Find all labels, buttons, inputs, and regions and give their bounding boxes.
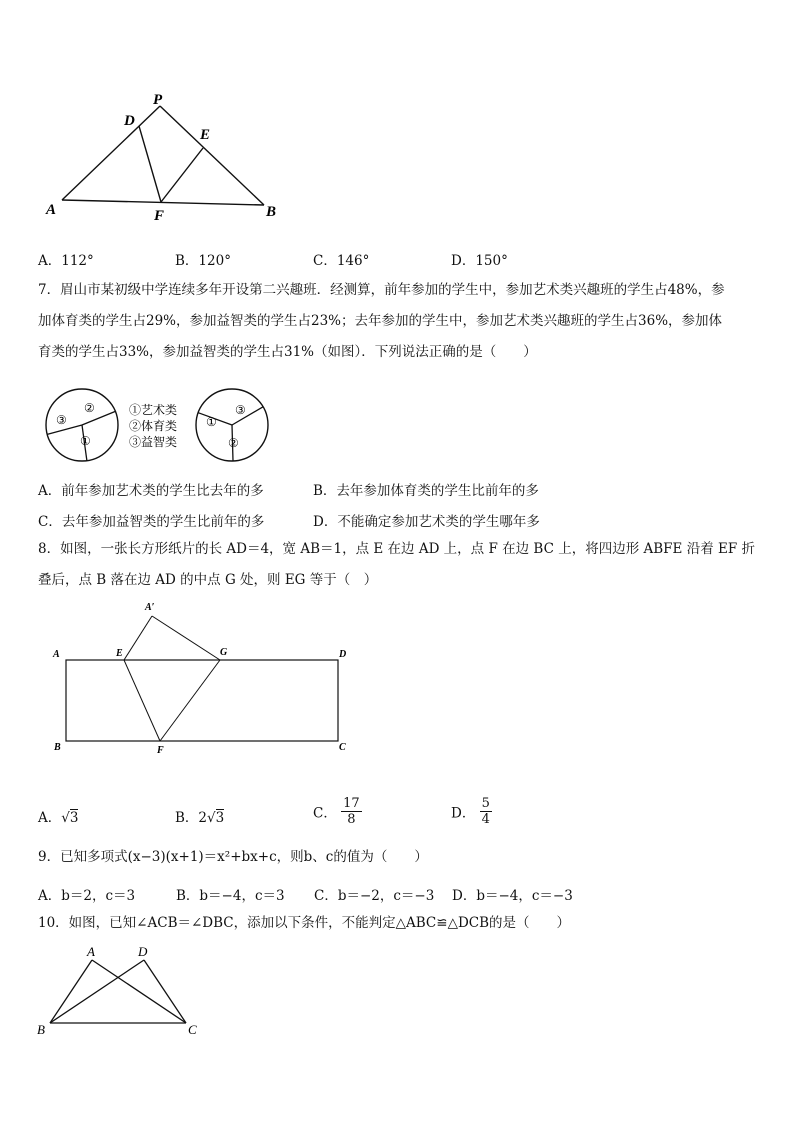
label-a: A (53, 649, 60, 660)
segment-gf (160, 660, 220, 741)
rectangle-abcd (66, 660, 338, 741)
q8-option-a (38, 806, 78, 826)
q8-stem-line2: 叠后，点 B 落在边 AD 的中点 G 处，则 EG 等于（ ） (38, 572, 378, 588)
q9-option-c: C．b＝−2，c＝−3 (314, 888, 435, 904)
q6-triangle-figure (40, 88, 290, 228)
q8-option-a-prefix: A． (38, 810, 62, 826)
segment-bd (50, 960, 144, 1023)
q8-stem-line1: 8．如图，一张长方形纸片的长 AD＝4，宽 AB＝1，点 E 在边 AD 上，点 F 在边 BC 上，将四边形 ABFE 沿着 EF 折 (38, 541, 755, 557)
label-d: D (124, 113, 135, 129)
segment-ab (50, 960, 92, 1023)
q8-rectangle-figure (48, 598, 358, 763)
q8-option-d-fraction (480, 796, 492, 827)
q8-option-c (313, 796, 362, 827)
pie-right-label-2: ② (228, 436, 239, 450)
q8-option-b-sqrt-sign: √ (207, 810, 216, 826)
pie-right-label-1: ① (206, 415, 217, 429)
q6-option-d: D．150° (451, 253, 508, 269)
q8-option-d (451, 796, 492, 827)
pie-left-label-3: ③ (56, 413, 67, 427)
label-e: E (116, 648, 123, 659)
q8-option-a-radicand: 3 (69, 810, 79, 826)
q8-option-b-radicand: 3 (215, 810, 225, 826)
label-d: D (138, 944, 148, 959)
pie-left-label-1: ① (80, 434, 91, 448)
q10-triangles-figure (34, 942, 214, 1037)
q7-stem-line3: 育类的学生占33%，参加益智类的学生占31%（如图）．下列说法正确的是（ ） (38, 344, 537, 360)
q6-option-a: A．112° (38, 253, 94, 269)
segment-ac (92, 960, 186, 1023)
label-b: B (37, 1022, 45, 1037)
segment-ap (62, 106, 160, 200)
legend-puzzle: ③益智类 (129, 435, 178, 449)
label-f: F (157, 745, 164, 756)
q9-option-d: D．b＝−4，c＝−3 (452, 888, 573, 904)
legend-sport: ②体育类 (129, 419, 178, 433)
q8-option-b-coef: 2 (198, 810, 208, 826)
q8-option-c-numerator: 17 (343, 796, 360, 811)
q8-option-b (175, 806, 224, 826)
label-p: P (153, 92, 163, 108)
q7-stem-line2: 加体育类的学生占29%，参加益智类的学生占23%；去年参加的学生中，参加艺术类兴趣班的学生占36%，参加体 (38, 313, 723, 329)
segment-pb (160, 106, 264, 205)
segment-ef (161, 148, 203, 202)
pie-right-label-3: ③ (235, 403, 246, 417)
label-a-prime: A′ (145, 602, 155, 613)
q6-option-c: C．146° (313, 253, 370, 269)
q8-option-b-prefix: B． (175, 810, 199, 826)
q7-option-a: A．前年参加艺术类的学生比去年的多 (38, 483, 264, 499)
label-e: E (200, 127, 211, 143)
label-f: F (154, 208, 165, 224)
q9-stem: 9．已知多项式(x−3)(x+1)＝x²+bx+c，则b、c的值为（ ） (38, 849, 428, 865)
q6-option-b: B．120° (175, 253, 231, 269)
label-c: C (339, 742, 346, 753)
q7-option-d: D．不能确定参加艺术类的学生哪年多 (313, 514, 540, 530)
segment-ab (62, 200, 264, 205)
q10-stem: 10．如图，已知∠ACB＝∠DBC，添加以下条件，不能判定△ABC≌△DCB的是（ ） (38, 915, 571, 931)
q9-option-b: B．b＝−4，c＝3 (176, 888, 285, 904)
q9-option-a: A．b＝2，c＝3 (38, 888, 136, 904)
q7-option-c: C．去年参加益智类的学生比前年的多 (38, 514, 265, 530)
segment-df (139, 126, 161, 202)
label-g: G (220, 647, 228, 658)
segment-ea1 (124, 616, 152, 660)
segment-a1g (152, 616, 220, 660)
label-d: D (339, 649, 347, 660)
segment-ef (124, 660, 160, 741)
segment-dc (144, 960, 186, 1023)
label-b: B (54, 742, 61, 753)
q8-option-d-prefix: D． (451, 805, 476, 822)
q7-stem-line1: 7．眉山市某初级中学连续多年开设第二兴趣班．经测算，前年参加的学生中，参加艺术类兴趣班的学生占48%，参 (38, 282, 725, 298)
q8-option-c-denominator: 8 (347, 812, 356, 827)
q8-option-c-fraction (341, 796, 362, 827)
label-a: A (87, 944, 95, 959)
q8-option-c-prefix: C． (313, 805, 337, 822)
q8-option-a-sqrt-sign: √ (61, 810, 70, 826)
label-c: C (188, 1022, 197, 1037)
legend-art: ①艺术类 (129, 403, 178, 417)
q8-option-d-denominator: 4 (481, 812, 490, 827)
pie-left-label-2: ② (84, 401, 95, 415)
label-b: B (266, 204, 277, 220)
label-a: A (46, 202, 57, 218)
q7-option-b: B．去年参加体育类的学生比前年的多 (313, 483, 539, 499)
q8-option-d-numerator: 5 (481, 796, 490, 811)
q7-pie-figure (40, 385, 280, 465)
